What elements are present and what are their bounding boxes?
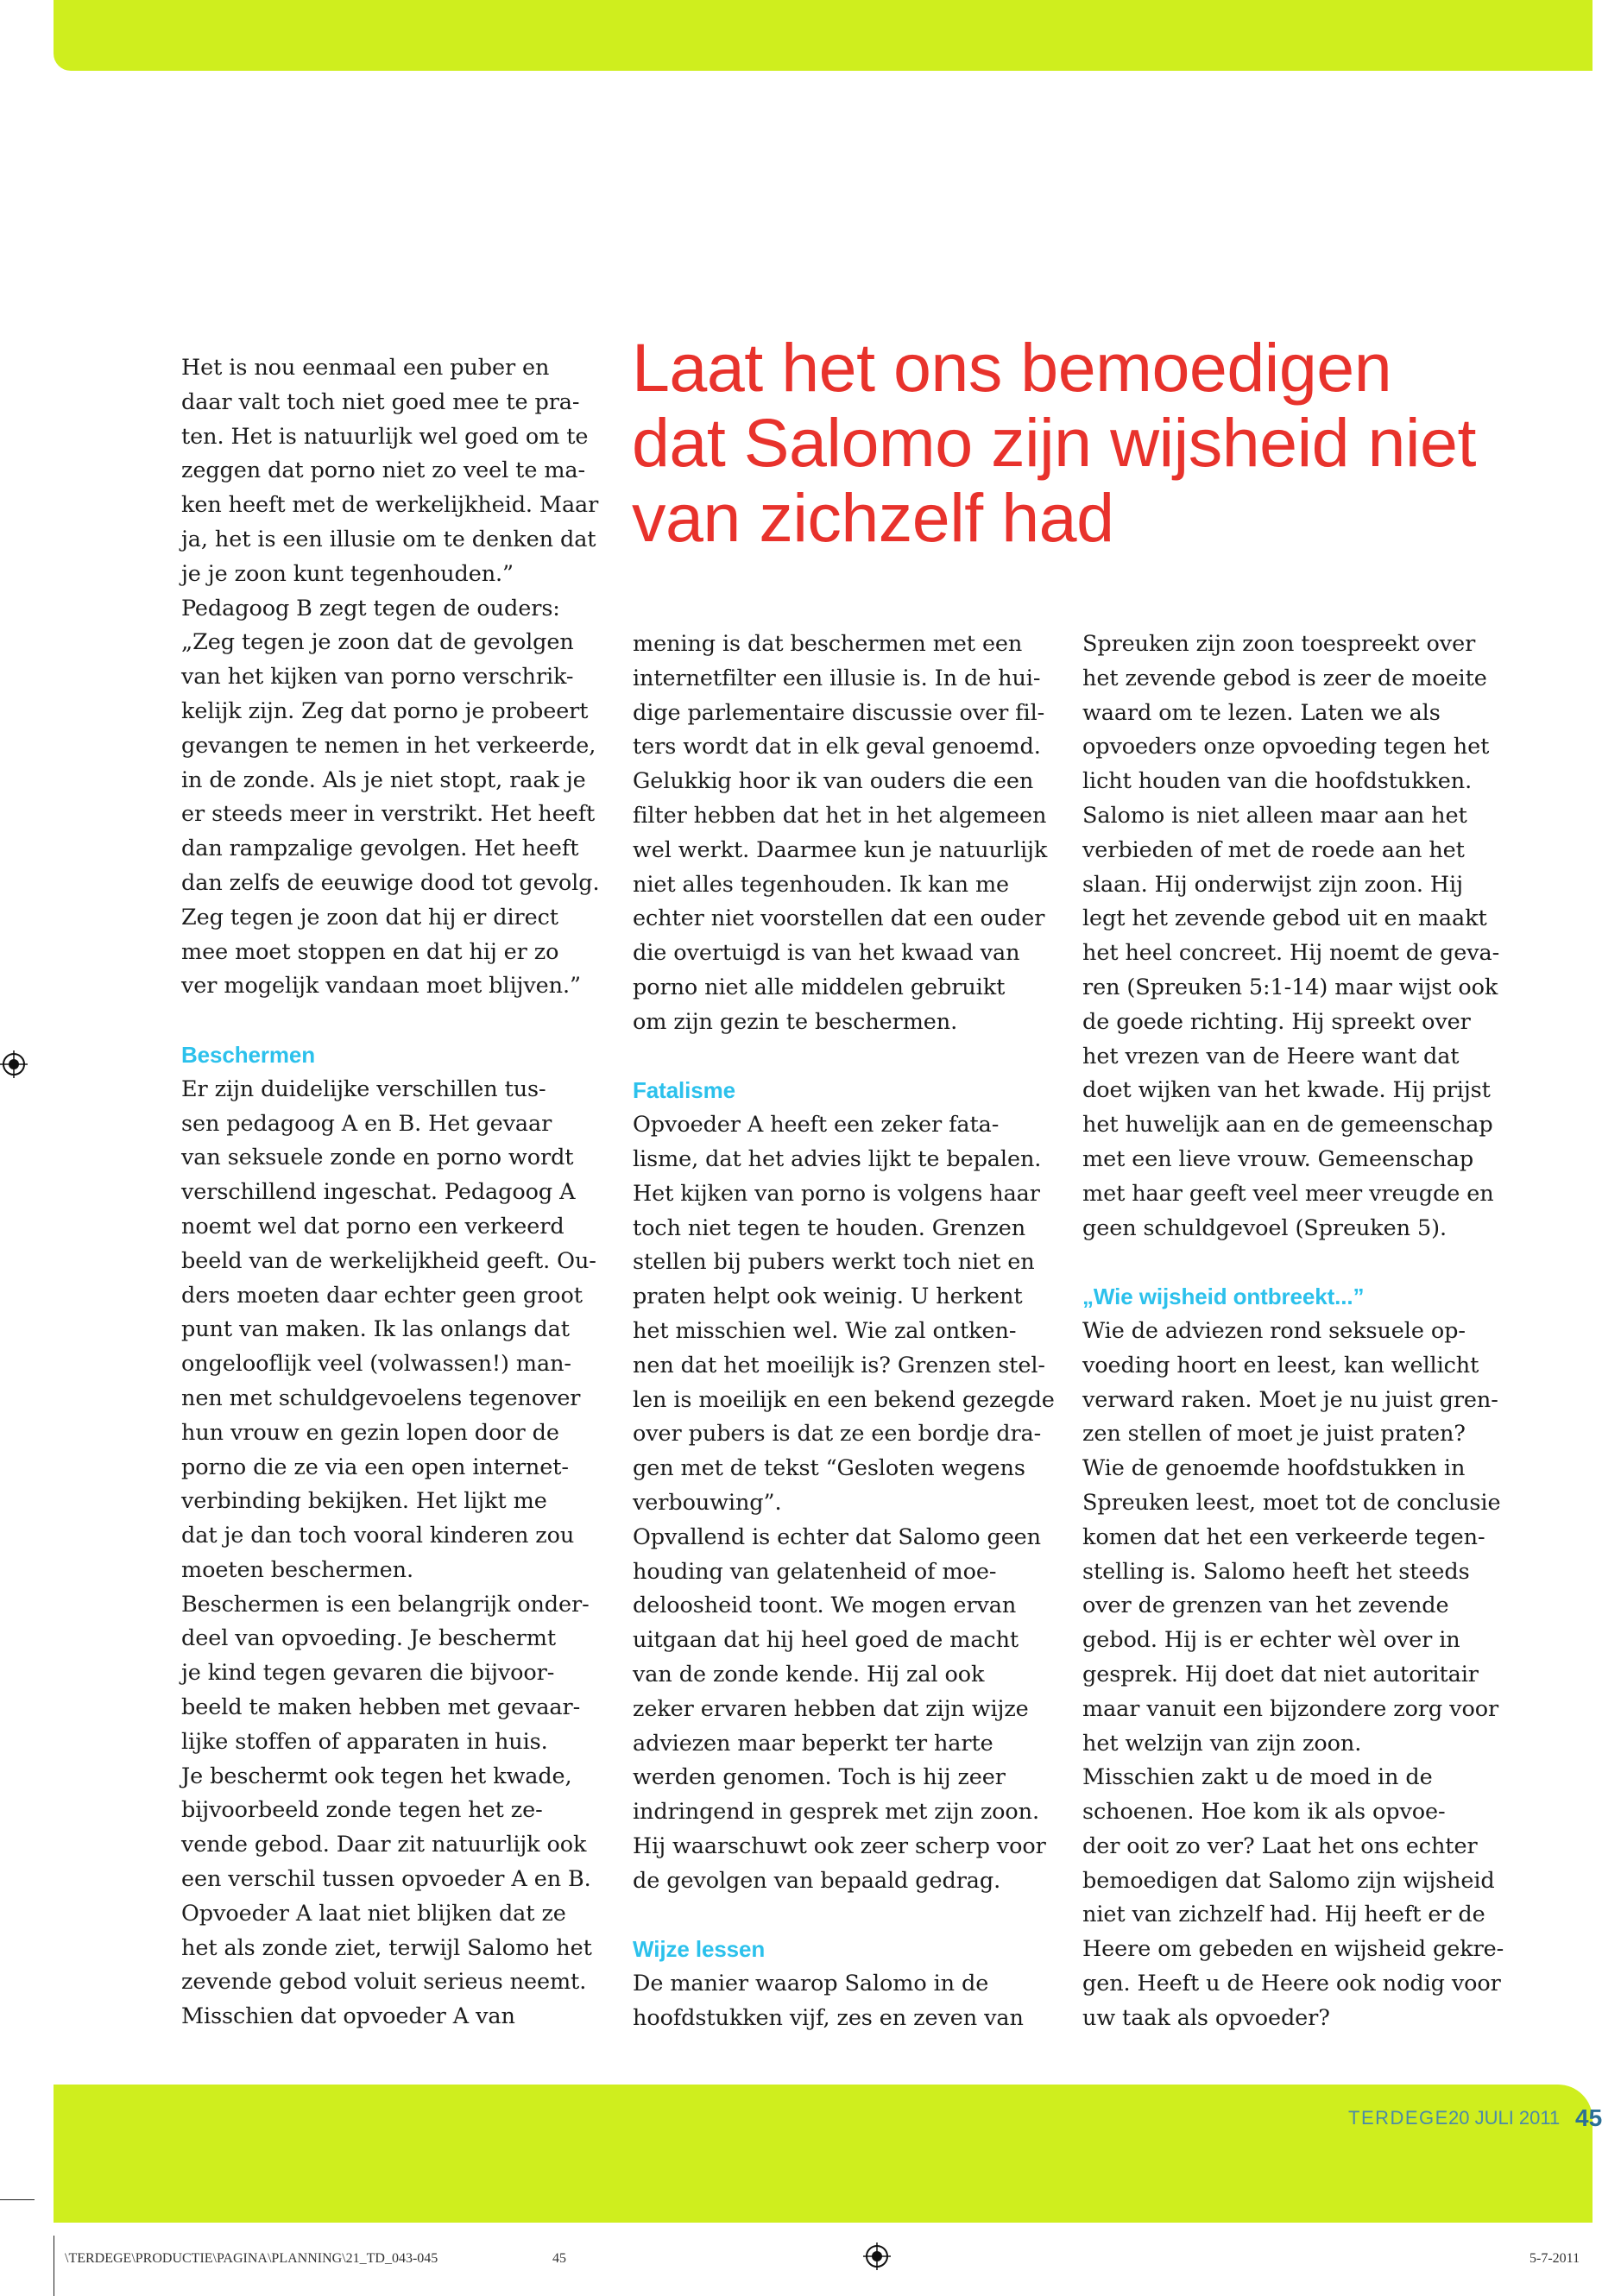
- text-line: verbouwing”.: [633, 1489, 782, 1516]
- text-line: dige parlementaire discussie over fil-: [633, 699, 1045, 726]
- text-line: zeker ervaren hebben dat zijn wijze: [633, 1695, 1029, 1722]
- text-line: doet wijken van het kwade. Hij prijst: [1082, 1077, 1491, 1104]
- text-line: de gevolgen van bepaald gedrag.: [633, 1867, 1001, 1894]
- heading-wijze-lessen: Wijze lessen: [633, 1936, 766, 1963]
- text-line: ters wordt dat in elk geval genoemd.: [633, 734, 1041, 760]
- text-line: met haar geeft veel meer vreugde en: [1082, 1180, 1494, 1207]
- text-line: echter niet voorstellen dat een ouder: [633, 905, 1045, 932]
- column-2-body: [633, 1108, 1064, 1898]
- text-line: ken heeft met de werkelijkheid. Maar: [181, 492, 599, 519]
- text-line: van het kijken van porno verschrik-: [181, 664, 574, 691]
- text-line: Misschien zakt u de moed in de: [1082, 1764, 1433, 1791]
- text-line: indringend in gesprek met zijn zoon.: [633, 1799, 1040, 1826]
- text-line: je kind tegen gevaren die bijvoor-: [181, 1660, 555, 1687]
- text-line: daar valt toch niet goed mee te pra-: [181, 388, 580, 415]
- text-line: licht houden van die hoofdstukken.: [1082, 768, 1473, 795]
- column-2-end: [633, 1967, 1064, 2036]
- text-line: ren (Spreuken 5:1-14) maar wijst ook: [1082, 974, 1498, 1000]
- text-line: hun vrouw en gezin lopen door de: [181, 1419, 559, 1446]
- column-3-body: [1082, 1315, 1514, 2036]
- text-line: over de grenzen van het zevende: [1082, 1593, 1449, 1619]
- slug-page: 45: [552, 2251, 566, 2266]
- text-line: verward raken. Moet je nu juist gren-: [1082, 1386, 1498, 1413]
- heading-fatalisme: Fatalisme: [633, 1077, 736, 1104]
- text-line: dan zelfs de eeuwige dood tot gevolg.: [181, 869, 600, 896]
- text-line: Wie de adviezen rond seksuele op-: [1082, 1317, 1466, 1344]
- column-2-intro: [633, 628, 1064, 1040]
- text-line: der ooit zo ver? Laat het ons echter: [1082, 1832, 1478, 1859]
- text-line: dat je dan toch vooral kinderen zou: [181, 1523, 575, 1549]
- headline-line: van zichzelf had: [632, 479, 1114, 556]
- text-line: het als zonde ziet, terwijl Salomo het: [181, 1934, 592, 1961]
- column-1-intro: [181, 351, 613, 1004]
- page-number: 45: [1575, 2104, 1602, 2131]
- text-line: internetfilter een illusie is. In de hui-: [633, 665, 1041, 691]
- text-line: Salomo is niet alleen maar aan het: [1082, 802, 1467, 829]
- paragraph-gap: [181, 1004, 613, 1038]
- text-line: beeld van de werkelijkheid geeft. Ou-: [181, 1247, 596, 1274]
- text-line: len is moeilijk en een bekend gezegde: [633, 1386, 1055, 1413]
- text-line: lijke stoffen of apparaten in huis.: [181, 1728, 548, 1755]
- registration-mark-icon: [0, 1050, 28, 1078]
- text-line: uitgaan dat hij heel goed de macht: [633, 1627, 1019, 1654]
- text-line: werden genomen. Toch is hij zeer: [633, 1764, 1006, 1791]
- text-line: je je zoon kunt tegenhouden.”: [181, 560, 514, 587]
- text-line: schoenen. Hoe kom ik als opvoe-: [1082, 1799, 1446, 1826]
- text-line: Heere om gebeden en wijsheid gekre-: [1082, 1936, 1504, 1963]
- headline-line: Laat het ons bemoedigen: [632, 329, 1392, 406]
- text-line: deel van opvoeding. Je beschermt: [181, 1625, 556, 1652]
- text-line: gen. Heeft u de Heere ook nodig voor: [1082, 1971, 1501, 1997]
- column-1: [181, 351, 613, 2034]
- text-line: moeten beschermen.: [181, 1556, 413, 1583]
- text-line: van de zonde kende. Hij zal ook: [633, 1661, 985, 1687]
- text-line: gesprek. Hij doet dat niet autoritair: [1082, 1661, 1479, 1687]
- text-line: filter hebben dat het in het algemeen: [633, 802, 1047, 829]
- text-line: „Zeg tegen je zoon dat de gevolgen: [181, 629, 574, 656]
- slug-date: 5-7-2011: [1529, 2251, 1580, 2266]
- text-line: er steeds meer in verstrikt. Het heeft: [181, 801, 596, 828]
- paragraph-gap: [1082, 1246, 1514, 1280]
- footer-date: 20 JULI 2011: [1448, 2107, 1561, 2129]
- text-line: een verschil tussen opvoeder A en B.: [181, 1866, 591, 1893]
- text-line: kelijk zijn. Zeg dat porno je probeert: [181, 697, 589, 724]
- text-line: De manier waarop Salomo in de: [633, 1971, 989, 1997]
- text-line: dan rampzalige gevolgen. Het heeft: [181, 836, 579, 862]
- text-line: porno niet alle middelen gebruikt: [633, 974, 1006, 1000]
- text-line: sen pedagoog A en B. Het gevaar: [181, 1110, 552, 1137]
- text-line: beeld te maken hebben met gevaar-: [181, 1694, 581, 1721]
- text-line: wel werkt. Daarmee kun je natuurlijk: [633, 836, 1048, 863]
- crop-mark: [0, 2199, 35, 2200]
- text-line: nen met schuldgevoelens tegenover: [181, 1385, 581, 1411]
- footer-magazine-name: TERDEGE: [1348, 2107, 1449, 2129]
- text-line: het heel concreet. Hij noemt de geva-: [1082, 940, 1500, 967]
- text-line: om zijn gezin te beschermen.: [633, 1008, 958, 1035]
- text-line: hoofdstukken vijf, zes en zeven van: [633, 2004, 1024, 2031]
- heading-wie-wijsheid-ontbreekt: „Wie wijsheid ontbreekt...”: [1082, 1284, 1365, 1310]
- text-line: opvoeders onze opvoeding tegen het: [1082, 734, 1490, 760]
- text-line: Opvallend is echter dat Salomo geen: [633, 1523, 1041, 1550]
- heading-beschermen: Beschermen: [181, 1041, 316, 1068]
- text-line: Spreuken leest, moet tot de conclusie: [1082, 1489, 1501, 1516]
- paragraph-gap: [633, 1040, 1064, 1075]
- text-line: praten helpt ook weinig. U herkent: [633, 1284, 1023, 1310]
- text-line: houding van gelatenheid of moe-: [633, 1558, 997, 1585]
- text-line: vende gebod. Daar zit natuurlijk ook: [181, 1832, 587, 1858]
- text-line: Misschien dat opvoeder A van: [181, 2003, 515, 2030]
- text-line: verschillend ingeschat. Pedagoog A: [181, 1179, 576, 1206]
- text-line: die overtuigd is van het kwaad van: [633, 940, 1020, 967]
- text-line: Wie de genoemde hoofdstukken in: [1082, 1455, 1466, 1482]
- text-line: voeding hoort en leest, kan wellicht: [1082, 1352, 1479, 1378]
- text-line: komen dat het een verkeerde tegen-: [1082, 1523, 1485, 1550]
- text-line: noemt wel dat porno een verkeerd: [181, 1213, 564, 1239]
- text-line: uw taak als opvoeder?: [1082, 2004, 1330, 2031]
- text-line: verbinding bekijken. Het lijkt me: [181, 1488, 547, 1515]
- text-line: Hij waarschuwt ook zeer scherp voor: [633, 1832, 1046, 1859]
- text-line: Gelukkig hoor ik van ouders die een: [633, 768, 1034, 795]
- text-line: over pubers is dat ze een bordje dra-: [633, 1421, 1042, 1448]
- text-line: maar vanuit een bijzondere zorg voor: [1082, 1695, 1499, 1722]
- text-line: niet van zichzelf had. Hij heeft er de: [1082, 1902, 1485, 1928]
- text-line: ongelooflijk veel (volwassen!) man-: [181, 1351, 571, 1378]
- text-line: porno die ze via een open internet-: [181, 1454, 569, 1480]
- text-line: adviezen maar beperkt ter harte: [633, 1730, 993, 1757]
- registration-mark-icon: [863, 2242, 891, 2270]
- column-2: [633, 628, 1064, 2036]
- text-line: ja, het is een illusie om te denken dat: [181, 526, 596, 552]
- text-line: bemoedigen dat Salomo zijn wijsheid: [1082, 1867, 1495, 1894]
- text-line: stellen bij pubers werkt toch niet en: [633, 1249, 1035, 1276]
- text-line: slaan. Hij onderwijst zijn zoon. Hij: [1082, 871, 1463, 898]
- text-line: het vrezen van de Heere want dat: [1082, 1043, 1460, 1069]
- text-line: Zeg tegen je zoon dat hij er direct: [181, 904, 558, 930]
- text-line: mee moet stoppen en dat hij er zo: [181, 938, 559, 965]
- text-line: ten. Het is natuurlijk wel goed om te: [181, 423, 589, 450]
- headline-line: dat Salomo zijn wijsheid niet: [632, 404, 1476, 481]
- text-line: het welzijn van zijn zoon.: [1082, 1730, 1362, 1757]
- column-3: [1082, 628, 1514, 2036]
- text-line: nen dat het moeilijk is? Grenzen stel-: [633, 1352, 1045, 1378]
- text-line: deloosheid toont. We mogen ervan: [633, 1593, 1017, 1619]
- text-line: legt het zevende gebod uit en maakt: [1082, 905, 1487, 932]
- text-line: de goede richting. Hij spreekt over: [1082, 1008, 1471, 1035]
- text-line: in de zonde. Als je niet stopt, raak je: [181, 766, 586, 793]
- text-line: zen stellen of moet je juist praten?: [1082, 1421, 1466, 1448]
- text-line: het zevende gebod is zeer de moeite: [1082, 665, 1487, 691]
- text-line: Het is nou eenmaal een puber en: [181, 355, 550, 381]
- text-line: verbieden of met de roede aan het: [1082, 836, 1465, 863]
- text-line: Opvoeder A heeft een zeker fata-: [633, 1112, 1000, 1139]
- text-line: Spreuken zijn zoon toespreekt over: [1082, 631, 1476, 657]
- text-line: stelling is. Salomo heeft het steeds: [1082, 1558, 1470, 1585]
- top-color-band: [54, 0, 1593, 71]
- text-line: waard om te lezen. Laten we als: [1082, 699, 1441, 726]
- text-line: geen schuldgevoel (Spreuken 5).: [1082, 1214, 1447, 1241]
- text-line: Je beschermt ook tegen het kwade,: [181, 1763, 572, 1789]
- column-3-intro: [1082, 628, 1514, 1246]
- column-1-body: [181, 1073, 613, 2034]
- text-line: punt van maken. Ik las onlangs dat: [181, 1316, 570, 1343]
- text-line: het huwelijk aan en de gemeenschap: [1082, 1112, 1493, 1139]
- text-line: lisme, dat het advies lijkt te bepalen.: [633, 1145, 1042, 1172]
- headline: [632, 330, 1495, 555]
- text-line: gevangen te nemen in het verkeerde,: [181, 732, 596, 759]
- text-line: bijvoorbeeld zonde tegen het ze-: [181, 1797, 543, 1824]
- text-line: Opvoeder A laat niet blijken dat ze: [181, 1900, 566, 1927]
- text-line: toch niet tegen te houden. Grenzen: [633, 1214, 1026, 1241]
- text-line: Pedagoog B zegt tegen de ouders:: [181, 595, 560, 621]
- text-line: ders moeten daar echter geen groot: [181, 1282, 583, 1309]
- text-line: zeggen dat porno niet zo veel te ma-: [181, 457, 586, 484]
- paragraph-gap: [633, 1898, 1064, 1933]
- text-line: met een lieve vrouw. Gemeenschap: [1082, 1145, 1474, 1172]
- text-line: zevende gebod voluit serieus neemt.: [181, 1969, 587, 1996]
- slug-file-path: \TERDEGE\PRODUCTIE\PAGINA\PLANNING\21_TD_043-045: [65, 2251, 438, 2266]
- text-line: gebod. Hij is er echter wèl over in: [1082, 1627, 1460, 1654]
- text-line: mening is dat beschermen met een: [633, 631, 1023, 657]
- text-line: gen met de tekst “Gesloten wegens: [633, 1455, 1025, 1482]
- text-line: ver mogelijk vandaan moet blijven.”: [181, 973, 581, 1000]
- text-line: Het kijken van porno is volgens haar: [633, 1180, 1040, 1207]
- text-line: het misschien wel. Wie zal ontken-: [633, 1317, 1017, 1344]
- text-line: Er zijn duidelijke verschillen tus-: [181, 1075, 546, 1102]
- text-line: Beschermen is een belangrijk onder-: [181, 1591, 590, 1618]
- text-line: niet alles tegenhouden. Ik kan me: [633, 871, 1010, 898]
- text-line: van seksuele zonde en porno wordt: [181, 1145, 574, 1171]
